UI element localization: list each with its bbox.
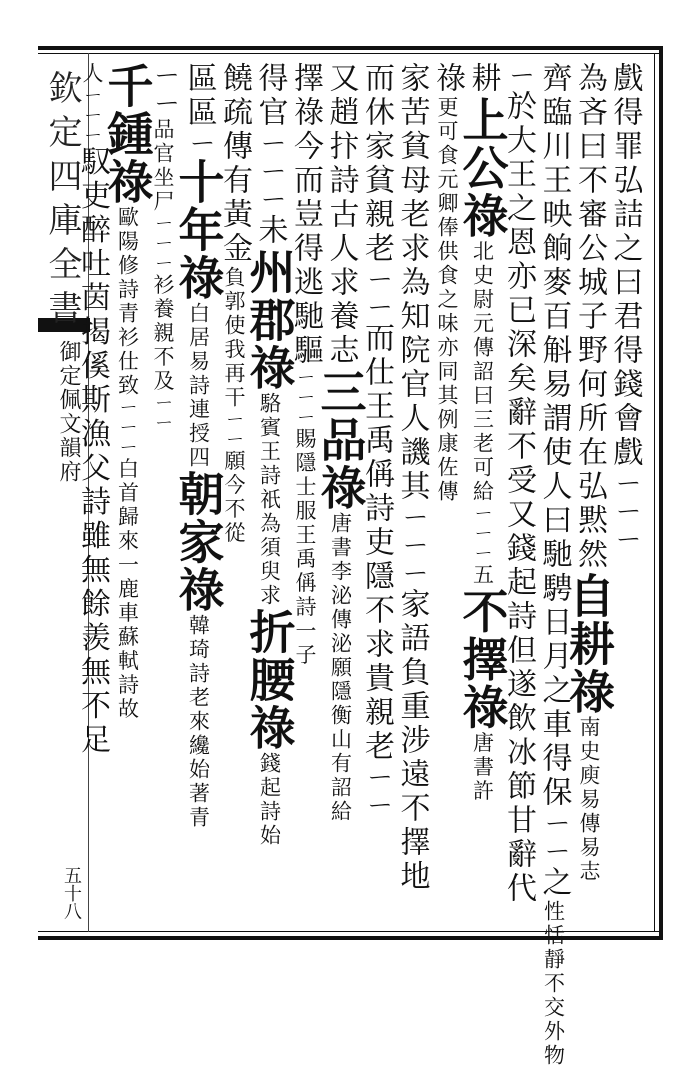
headword: 千鍾祿 <box>100 62 155 206</box>
annotation-text: 錢起詩始 <box>257 752 282 848</box>
text-column <box>100 62 155 722</box>
headword: 上公祿 <box>455 96 510 240</box>
body-text: 饒疏傳有黃金 <box>217 62 252 266</box>
annotation-text: 南史庾易傳易志 <box>577 716 601 884</box>
body-text: ㄧㄧ <box>146 62 181 118</box>
text-column <box>536 62 576 1068</box>
headword: 朝家祿 <box>171 470 226 614</box>
body-text: ㄧㄧㄧ <box>607 470 643 554</box>
body-text: 耕 <box>465 62 501 96</box>
margin-book-title: 御定佩文韻府 <box>56 340 81 484</box>
text-column <box>217 62 256 546</box>
text-column <box>313 62 368 824</box>
body-text: 家苦貧母老求為知院官人譏其ㄧㄧㄧ家語負重涉遠不擇地 <box>394 62 430 894</box>
text-column <box>146 62 185 434</box>
annotation-text: 願今不從 <box>222 449 246 546</box>
headword: 州郡祿 <box>242 248 297 392</box>
annotation-text: 康佐傳 <box>435 432 459 504</box>
annotation-text: 白居易詩連授四 <box>186 302 211 470</box>
margin-collection-title: 欽定四庫全書 <box>42 70 82 334</box>
headword: 不擇祿 <box>455 587 510 732</box>
body-text: 祿 <box>430 62 465 96</box>
annotation-text: 歐陽修詩青衫仕致ㄧㄧㄧ白首歸來一鹿車蘇軾詩故 <box>115 206 140 722</box>
headword: 折腰祿 <box>242 608 297 752</box>
body-text: 齊臨川王映餉麥百斛易謂使人曰馳騁日月之車得保ㄧㄧ之 <box>536 62 572 900</box>
annotation-text: 韓琦詩老來纔始著青 <box>186 614 211 830</box>
annotation-text: 人ㄧㄧㄧ <box>80 62 104 146</box>
text-column <box>455 62 510 804</box>
annotation-text: 唐書李泌傳泌願隱衡山有詔給 <box>328 512 353 824</box>
page-number: 五十八 <box>61 866 82 920</box>
annotation-text: 北史尉元傳詔曰三老可給ㄧㄧㄧ五 <box>470 240 495 588</box>
text-column <box>501 62 540 906</box>
frame-right-rule <box>659 46 663 940</box>
text-column <box>75 62 114 758</box>
frame-right-inner-rule <box>654 53 655 932</box>
text-column <box>562 62 616 884</box>
body-text: 得官ㄧㄧㄧ未 <box>252 62 288 248</box>
headword: 十年祿 <box>171 158 226 302</box>
body-text: 又趙抃詩古人求養志 <box>323 62 359 368</box>
text-column <box>359 62 398 820</box>
body-text: 擇祿今而豈得逃馳驅 <box>288 62 323 368</box>
frame-top-rule <box>38 46 663 50</box>
body-text: ㄧ於大王之恩亦已深矣辭不受又錢起詩但遂飲冰節甘辭代 <box>501 62 536 906</box>
annotation-text: 品官坐尸ㄧㄧㄧ <box>151 118 175 274</box>
body-text: 為吝曰不審公城子野何所在弘黙然 <box>572 62 607 572</box>
text-column <box>607 62 647 554</box>
text-column <box>242 62 297 848</box>
body-text: 區區ㄧ <box>181 62 217 158</box>
headword: 三品祿 <box>313 368 368 512</box>
body-text: 馭吏醉吐茵揭傒斯漁父詩雖無餘羨無不足 <box>75 145 110 758</box>
annotation-text: 駱賓王詩祇為須臾求 <box>257 392 282 608</box>
annotation-text: 負郭使我再干ㄧㄧ <box>222 266 246 450</box>
text-column <box>171 62 226 830</box>
frame-top-inner-rule <box>38 53 663 54</box>
text-column <box>288 62 327 668</box>
annotation-text: 性恬靜不交外物 <box>541 900 566 1068</box>
body-text: 戲得罪弘詰之曰君得錢會戲 <box>607 62 643 470</box>
headword: 自耕祿 <box>562 572 616 716</box>
annotation-text: 衫養親不及ㄧㄧ <box>151 273 175 434</box>
annotation-text: 更可食元卿俸供食之味亦同其例 <box>435 96 459 432</box>
text-column <box>430 62 469 504</box>
text-column <box>394 62 434 894</box>
annotation-text: ㄧㄧㄧ賜隱士服王禹偁詩一子 <box>293 368 317 668</box>
body-text: 而休家貧親老ㄧㄧ而仕王禹偁詩吏隱不求貴親老ㄧㄧ <box>359 62 394 820</box>
annotation-text: 唐書許 <box>470 731 495 804</box>
